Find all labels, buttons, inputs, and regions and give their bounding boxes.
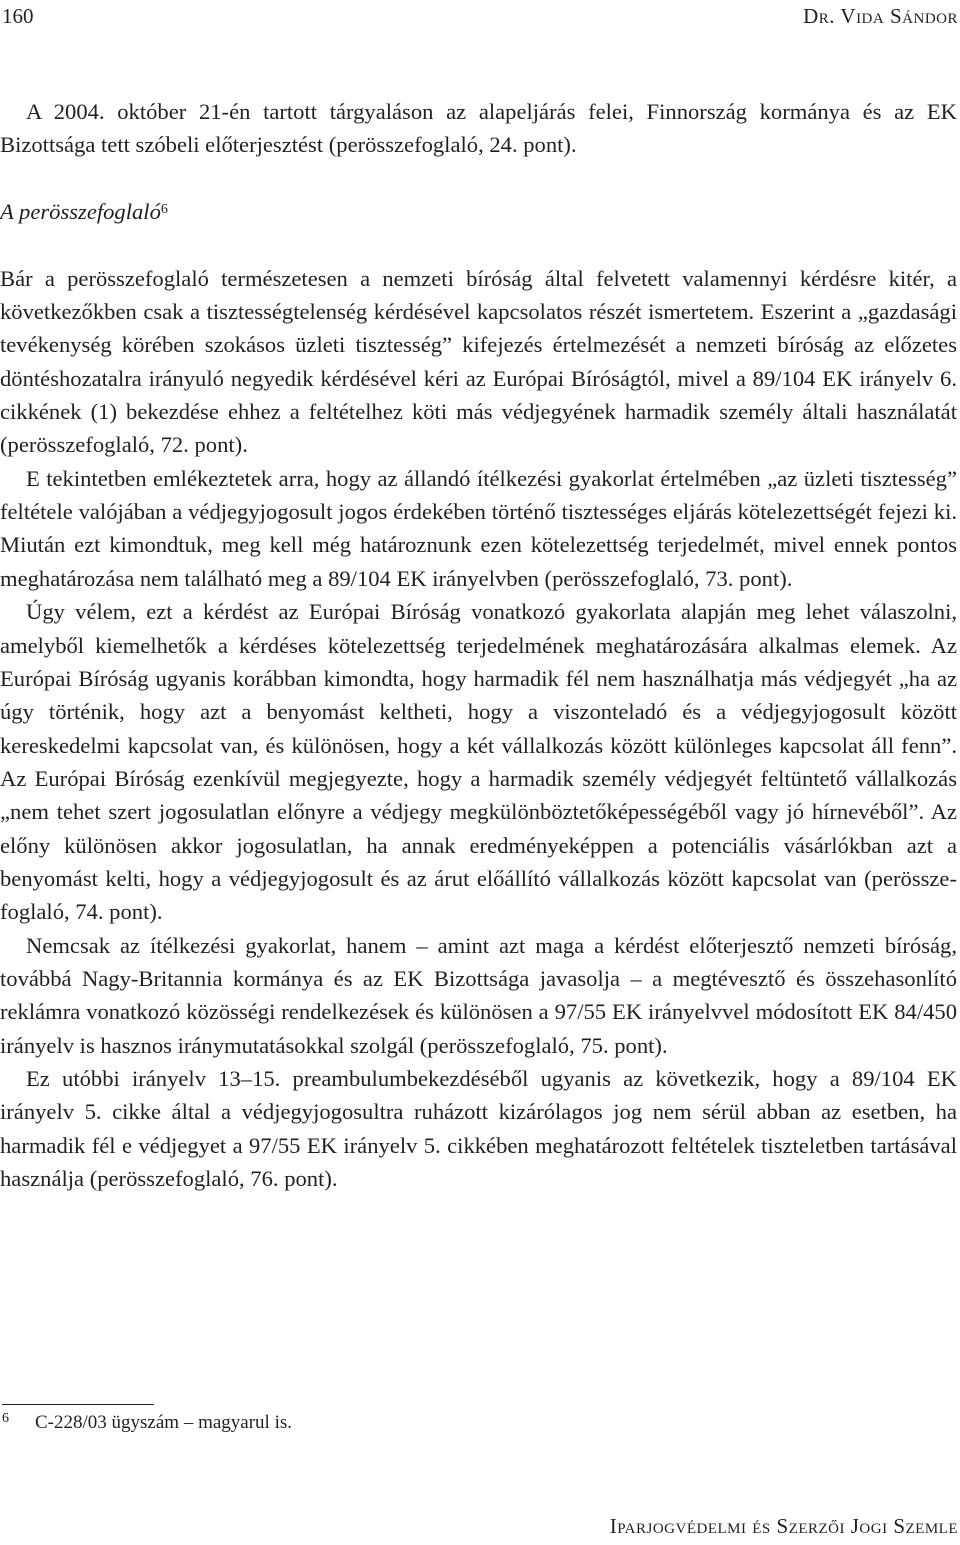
running-footer-journal: Iparjogvédelmi és Szerzői Jogi Szemle	[609, 1514, 958, 1538]
footnote-text: C-228/03 ügyszám – magyarul is.	[35, 1412, 292, 1433]
page-number: 160	[2, 4, 34, 28]
paragraph-case-law: Úgy vélem, ezt a kérdést az Európai Bíróság vonatkozó gyakorlata alapján meg lehet válaszolni, amelyből kiemelhetők a kérdéses kötelezettség terjedelmének meghatározására alkalmas elemek. Az Európai Bíróság ugyanis korábban kimondta, hogy harmadik fél nem használhatja más védjegyét „ha az úgy történik, hogy azt a benyomást keltheti, hogy a viszonteladó és a védjegyjogosult között kereskedelmi kapcsolat van, és különösen, hogy a két vállalkozás között különleges kapcsolat áll fenn”. Az Európai Bíróság ezenkívül megjegyezte, hogy a harmadik személy védjegyét feltüntető vállalkozás „nem tehet szert jogosulatlan előnyre a védjegy megkülönböztetőképességéből vagy jó hírnevéből”. Az előny különösen akkor jogosulatlan, ha annak eredményeképpen a potenciális vásárlókban azt a benyomást kelti, hogy a védjegyjogosult és az árut előállító vállalkozás között kapcsolat van (perösszefoglaló, 74. pont).	[0, 599, 957, 925]
running-header-author: Dr. Vida Sándor	[803, 4, 958, 28]
footnote-reference: 6	[160, 202, 168, 218]
subheading-text: A perösszefoglaló	[0, 199, 161, 225]
paragraph-directives: Nemcsak az ítélkezési gyakorlat, hanem – amint azt maga a kérdést előterjesztő nemzeti bíróság, továbbá Nagy-Britannia kormánya és az EK Bizottsága javasolja – a megtévesztő és összehasonlító reklámra vonatkozó közösségi rendelkezések és különösen a 97/55 EK irányelvvel módosított EK 84/450 irányelv is hasznos iránymutatásokkal szolgál (perösszefoglaló, 75. pont).	[0, 932, 957, 1058]
footnote-separator	[2, 1404, 154, 1405]
paragraph-fairness: E tekintetben emlékeztetek arra, hogy az állandó ítélkezési gyakorlat értelmében „az üzleti tisztesség” feltétele valójában a védjegyjogosult jogos érdekében történő tisztességes eljárás kötelezettségét fejezi ki. Miután ezt kimondtuk, meg kell még határoznunk ezen kötelezettség terjedelmét, mivel ennek pontos meghatározása nem található meg a 89/104 EK irányelvben (perösszefoglaló, 73. pont).	[0, 465, 957, 591]
footnote-number: 6	[2, 1411, 9, 1426]
section-subheading	[0, 195, 957, 228]
article-body	[0, 95, 957, 1195]
paragraph-preamble: Ez utóbbi irányelv 13–15. preambulumbekezdéséből ugyanis az következik, hogy a 89/104 EK irányelv 5. cikke által a védjegyjogosultra ruházott kizárólagos jog nem sérül abban az esetben, ha harmadik fél e védjegyet a 97/55 EK irányelv 5. cikkében meghatározott feltételek tiszteletben tartásával használja (perösszefoglaló, 76. pont).	[0, 1065, 957, 1191]
paragraph-hearing: A 2004. október 21-én tartott tárgyaláson az alapeljárás felei, Finnország kormánya és az EK Bizottsága tett szóbeli előterjesztést (perösszefoglaló, 24. pont).	[0, 99, 957, 158]
paragraph-summary: Bár a perösszefoglaló természetesen a nemzeti bíróság által felvetett valamennyi kérdésre kitér, a következőkben csak a tisztességtelenség kérdésével kapcsolatos részét ismertetem. Eszerint a „gazdasági tevékenység körében szokásos üzleti tisztesség” kifejezés értelmezését a nemzeti bíróság az előzetes döntéshozatalra irányuló negyedik kérdésével kéri az Európai Bíróságtól, mivel a 89/104 EK irányelv 6. cikkének (1) bekezdése ehhez a feltételhez köti más védjegyének harmadik személy általi használatát (perösszefoglaló, 72. pont).	[0, 265, 957, 458]
